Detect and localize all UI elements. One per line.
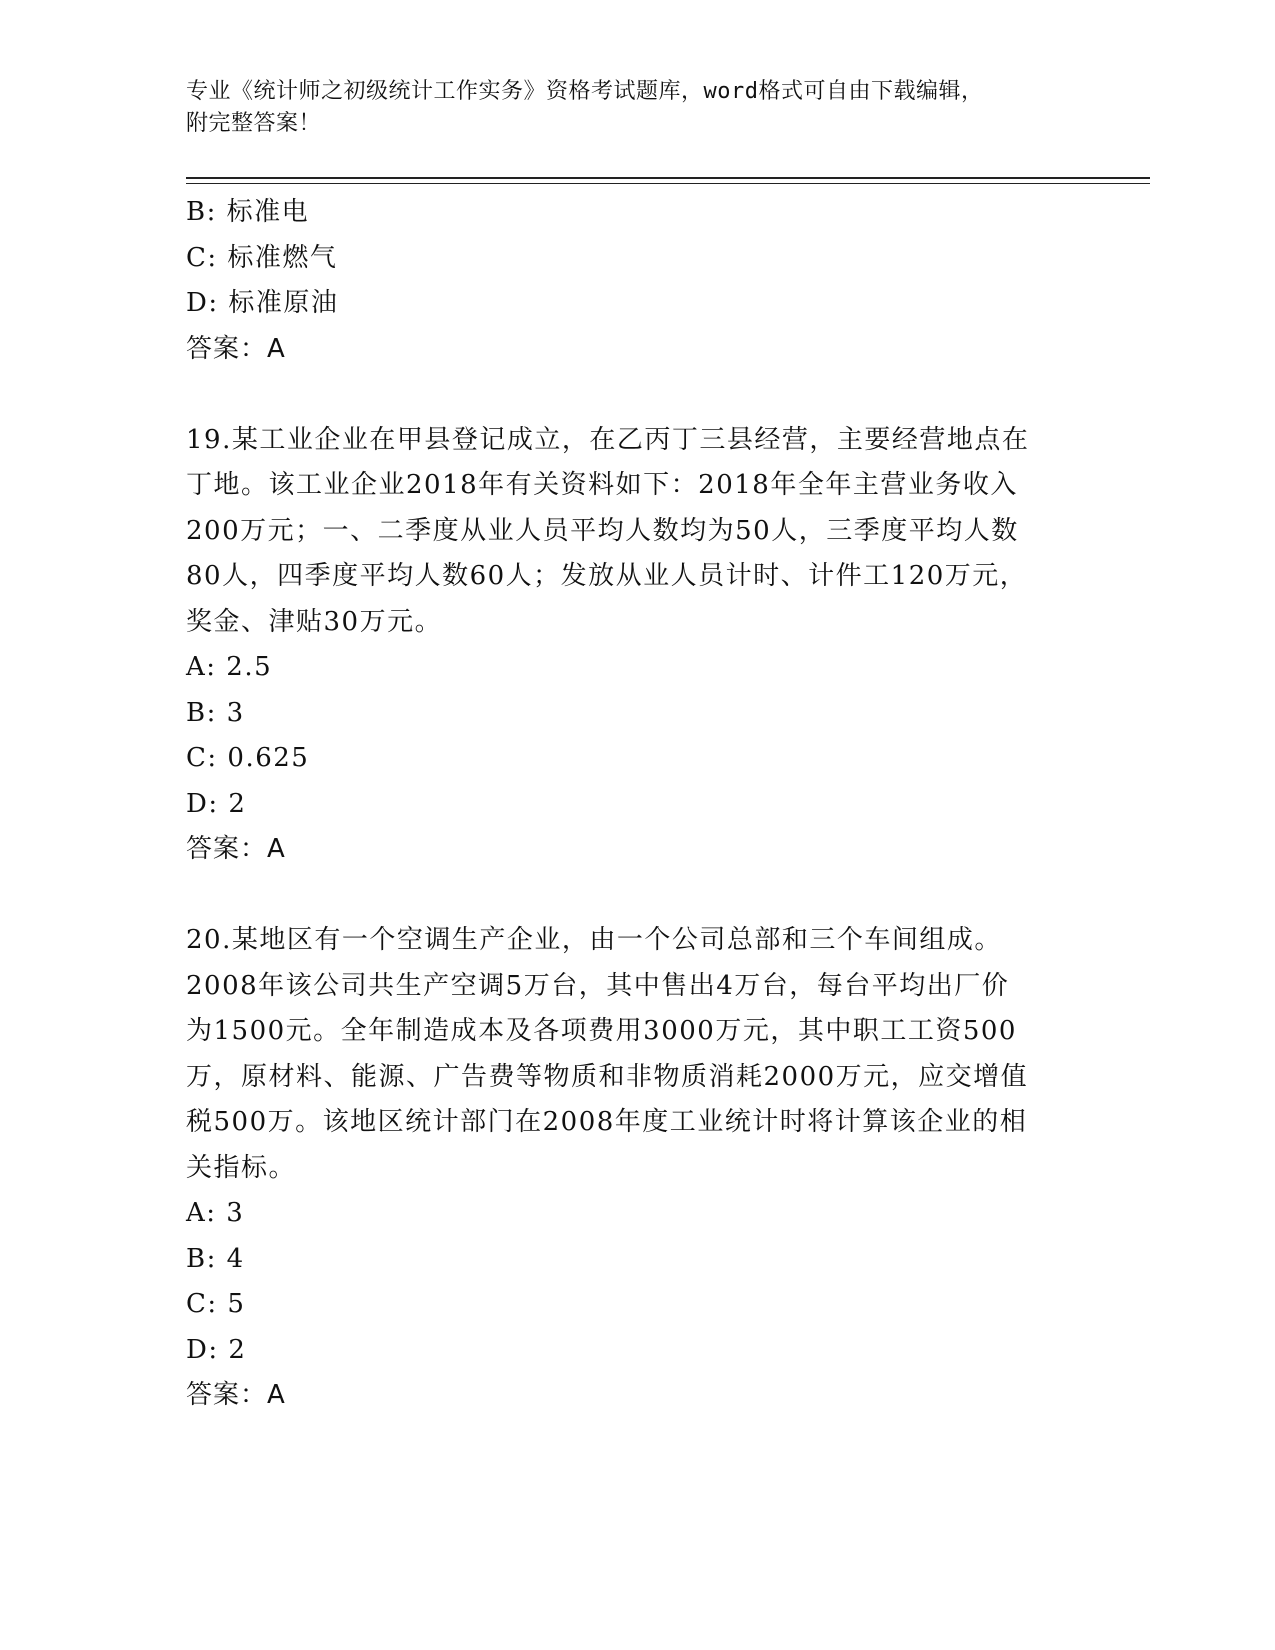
option-b: B: 标准电 [186,197,310,227]
spacer [186,372,1086,418]
answer-line: 答案：A [186,834,286,864]
answer-line: 答案：A [186,333,286,364]
page-header [186,76,1086,140]
header-rule-thick [186,177,1150,179]
question-text-line: 200万元；一、二季度从业人员平均人数均为50人，三季度平均人数 [186,515,1019,546]
header-line-1: 专业《统计师之初级统计工作实务》资格考试题库，word格式可自由下载编辑， [186,79,984,104]
header-rule-thin [186,183,1150,184]
question-text-line: 万，原材料、能源、广告费等物质和非物质消耗2000万元，应交增值 [186,1061,1029,1092]
option-a: A: 2.5 [186,652,273,682]
option-d: D: 2 [186,788,247,819]
document-body [186,190,1086,1419]
question-text-line: 2008年该公司共生产空调5万台，其中售出4万台，每台平均出厂价 [186,970,1010,1001]
question-text-line: 80人，四季度平均人数60人；发放从业人员计时、计件工120万元， [186,561,1028,591]
spacer [186,873,1086,919]
question-block-continued [186,190,1086,372]
option-c: C: 5 [186,1289,246,1319]
option-b: B: 3 [186,697,245,728]
option-d: D: 标准原油 [186,288,339,318]
question-text-line: 税500万。该地区统计部门在2008年度工业统计时将计算该企业的相 [186,1107,1028,1137]
question-text-line: 20.某地区有一个空调生产企业，由一个公司总部和三个车间组成。 [186,925,1002,955]
option-c: C: 标准燃气 [186,242,338,273]
option-d: D: 2 [186,1334,247,1365]
header-line-2: 附完整答案！ [186,111,322,136]
question-text-line: 19.某工业企业在甲县登记成立，在乙丙丁三县经营，主要经营地点在 [186,424,1030,455]
option-a: A: 3 [186,1198,245,1228]
question-text-line: 关指标。 [186,1152,297,1183]
question-text-line: 为1500元。全年制造成本及各项费用3000万元，其中职工工资500 [186,1016,1017,1046]
option-c: C: 0.625 [186,743,310,773]
question-20 [186,918,1086,1419]
question-text-line: 奖金、津贴30万元。 [186,606,443,637]
question-text-line: 丁地。该工业企业2018年有关资料如下：2018年全年主营业务收入 [186,470,1018,500]
option-b: B: 4 [186,1243,245,1274]
question-19 [186,418,1086,873]
answer-line: 答案：A [186,1380,286,1410]
